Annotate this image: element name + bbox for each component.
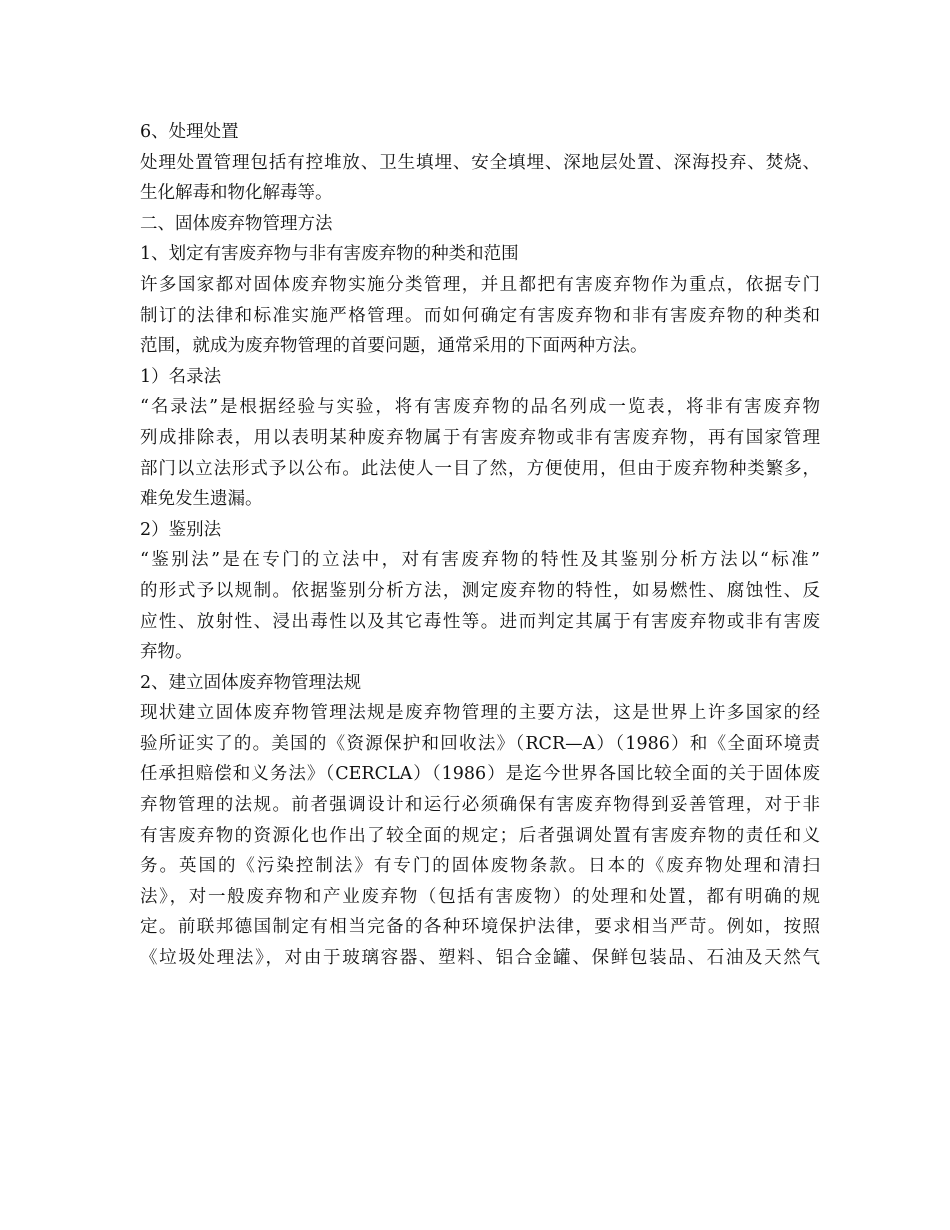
paragraph-line: 《垃圾处理法》，对由于玻璃容器、塑料、铝合金罐、保鲜包装品、石油及天然气: [140, 948, 820, 969]
paragraph-line: “名录法”是根据经验与实验，将有害废弃物的品名列成一览表，将非有害废弃物: [140, 397, 820, 418]
paragraph-line: 列成排除表，用以表明某种废弃物属于有害废弃物或非有害废弃物，再有国家管理: [140, 427, 820, 448]
paragraph-line: 范围，就成为废弃物管理的首要问题，通常采用的下面两种方法。: [140, 336, 648, 357]
subheading-regulations: 2、建立固体废弃物管理法规: [140, 672, 362, 693]
paragraph-line: 处理处置管理包括有控堆放、卫生填埋、安全填埋、深地层处置、深海投弃、焚烧、: [140, 152, 820, 173]
paragraph-line: 任承担赔偿和义务法》（CERCLA）（1986）是迄今世界各国比较全面的关于固体废: [140, 764, 820, 785]
paragraph-line: 法》，对一般废弃物和产业废弃物（包括有害废物）的处理和处置，都有明确的规: [140, 886, 820, 907]
subheading-list-method: 1）名录法: [140, 366, 222, 387]
paragraph-line: 应性、放射性、浸出毒性以及其它毒性等。进而判定其属于有害废弃物或非有害废: [140, 611, 820, 632]
paragraph-line: 许多国家都对固体废弃物实施分类管理，并且都把有害废弃物作为重点，依据专门: [140, 274, 820, 295]
paragraph-line: 弃物管理的法规。前者强调设计和运行必须确保有害废弃物得到妥善管理，对于非: [140, 795, 820, 816]
paragraph-line: 有害废弃物的资源化也作出了较全面的规定；后者强调处置有害废弃物的责任和义: [140, 825, 820, 846]
paragraph-line: 生化解毒和物化解毒等。: [140, 183, 333, 204]
subheading-identification-method: 2）鉴别法: [140, 519, 222, 540]
paragraph-line: 制订的法律和标准实施严格管理。而如何确定有害废弃物和非有害废弃物的种类和: [140, 305, 820, 326]
paragraph-line: 务。英国的《污染控制法》有专门的固体废物条款。日本的《废弃物处理和清扫: [140, 856, 820, 877]
paragraph-line: 部门以立法形式予以公布。此法使人一目了然，方便使用，但由于废弃物种类繁多，: [140, 458, 820, 479]
paragraph-line: 的形式予以规制。依据鉴别分析方法，测定废弃物的特性，如易燃性、腐蚀性、反: [140, 580, 820, 601]
section-heading-management-methods: 二、固体废弃物管理方法: [140, 213, 333, 234]
paragraph-line: “鉴别法”是在专门的立法中，对有害废弃物的特性及其鉴别分析方法以“标准”: [140, 550, 820, 571]
paragraph-line: 难免发生遗漏。: [140, 489, 263, 510]
paragraph-line: 验所证实了的。美国的《资源保护和回收法》（RCR—A）（1986）和《全面环境责: [140, 733, 820, 754]
document-body: [140, 117, 820, 974]
paragraph-line: 弃物。: [140, 642, 193, 663]
heading-disposal: 6、处理处置: [140, 122, 239, 142]
paragraph-line: 现状建立固体废弃物管理法规是废弃物管理的主要方法，这是世界上许多国家的经: [140, 703, 820, 724]
paragraph-line: 定。前联邦德国制定有相当完备的各种环境保护法律，要求相当严苛。例如，按照: [140, 917, 820, 938]
subheading-classification: 1、划定有害废弃物与非有害废弃物的种类和范围: [140, 244, 519, 265]
